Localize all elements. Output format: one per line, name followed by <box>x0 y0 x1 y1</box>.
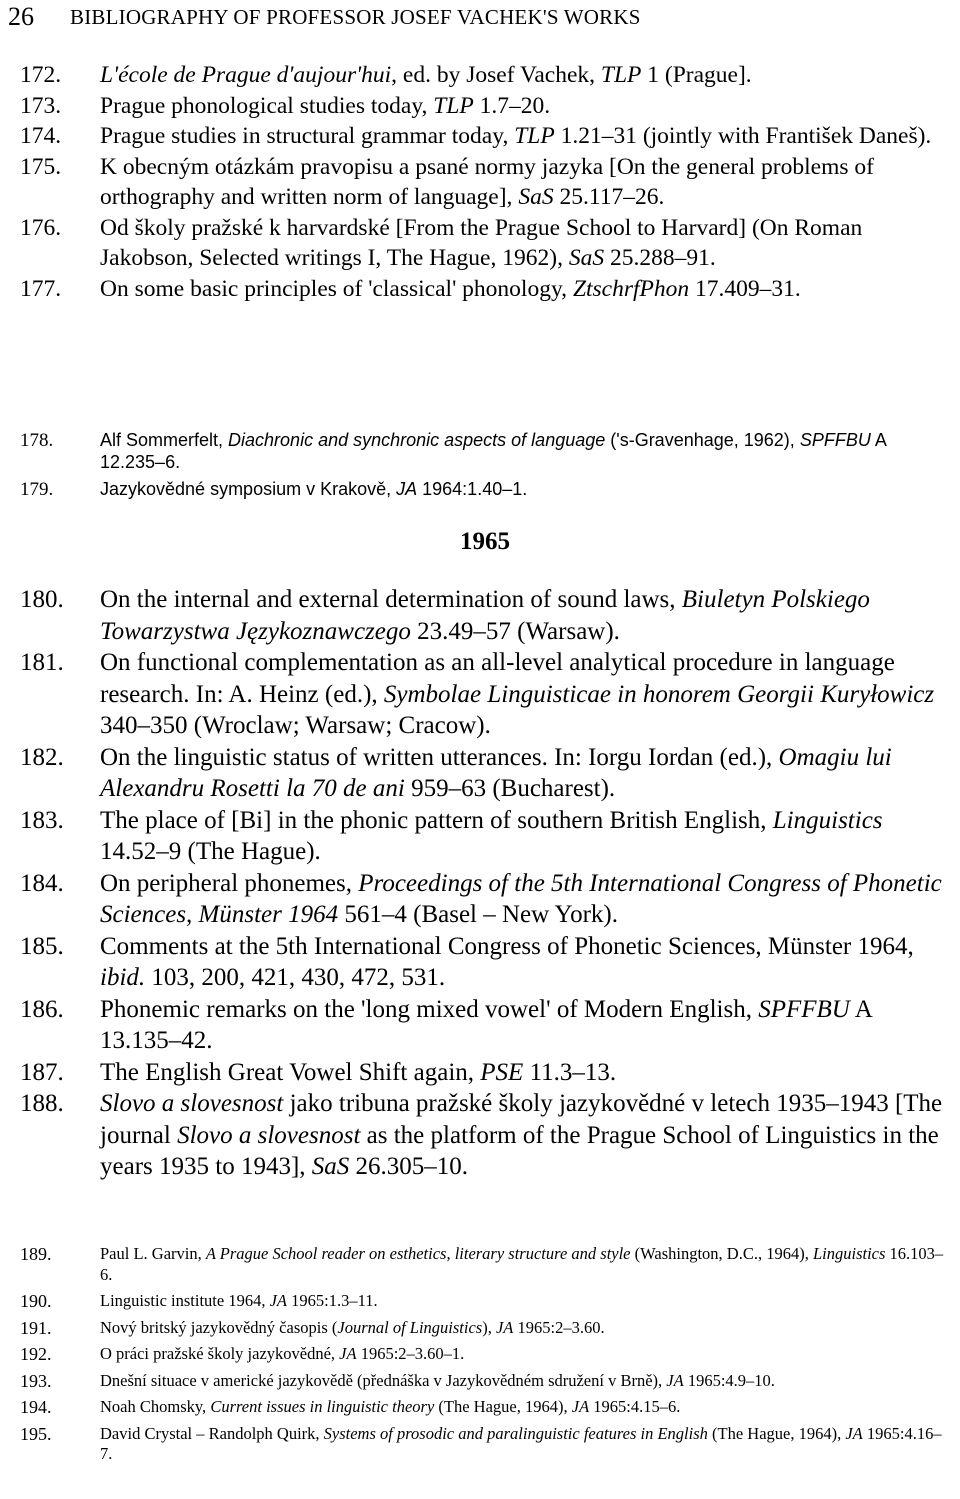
entry-195: 195. David Crystal – Randolph Quirk, Systems of prosodic and paralinguistic features in English (The Hague, 1964), JA 1965:4.16–7. <box>20 1423 942 1463</box>
entry-number: 181. <box>20 649 64 676</box>
entries-section-d <box>20 1244 950 1465</box>
entry-number: 175. <box>20 153 62 180</box>
entry-number: 177. <box>20 275 62 302</box>
entry-186: 186. Phonemic remarks on the 'long mixed vowel' of Modern English, SPFFBU A 13.135–42. <box>20 995 872 1054</box>
entry-172: 172. L'école de Prague d'aujour'hui, ed. by Josef Vachek, TLP 1 (Prague]. <box>20 60 950 91</box>
entry-194: 194. Noah Chomsky, Current issues in linguistic theory (The Hague, 1964), JA 1965:4.15–6. <box>20 1397 681 1417</box>
entries-section-b <box>20 430 950 501</box>
entries-section-c <box>20 584 950 1183</box>
page-number: 26 <box>8 2 34 31</box>
running-header <box>8 2 952 32</box>
entry-number: 190. <box>20 1291 52 1311</box>
entry-number: 195. <box>20 1423 52 1444</box>
entry-number: 187. <box>20 1058 64 1086</box>
entry-number: 176. <box>20 214 62 241</box>
entries-section-a <box>20 60 950 304</box>
entry-number: 184. <box>20 869 64 897</box>
entry-187: 187. The English Great Vowel Shift again, PSE 11.3–13. <box>20 1057 950 1089</box>
entry-193: 193. Dnešní situace v americké jazykovědě (přednáška v Jazykovědném sdružení v Brně), JA 1965:4.9–10. <box>20 1370 775 1391</box>
running-title: BIBLIOGRAPHY OF PROFESSOR JOSEF VACHEK'S WORKS <box>70 5 641 29</box>
year-heading: 1965 <box>460 528 510 555</box>
entry-173: 173. Prague phonological studies today, TLP 1.7–20. <box>20 91 950 122</box>
entry-180: 180. On the internal and external determination of sound laws, Biuletyn Polskiego Towarzystwa Językoznawczego 23.49–57 (Warsaw). <box>20 586 870 645</box>
entry-176: 176. Od školy pražské k harvardské [From the Prague School to Harvard] (On Roman Jakobson, Selected writings I, The Hague, 1962), SaS 25.288–91. <box>20 214 863 271</box>
entry-number: 185. <box>20 932 64 960</box>
entry-number: 191. <box>20 1317 52 1338</box>
entry-185: 185. Comments at the 5th International Congress of Phonetic Sciences, Münster 1964, ibid. 103, 200, 421, 430, 472, 531. <box>20 932 914 991</box>
entry-188: 188. Slovo a slovesnost jako tribuna pražské školy jazykovědné v letech 1935–1943 [The journal Slovo a slovesnost as the platform of the Prague School of Linguistics in the years 1935 to 1943], SaS 26.305–10. <box>20 1090 943 1180</box>
entry-number: 172. <box>20 62 62 88</box>
entry-182: 182. On the linguistic status of written utterances. In: Iorgu Iordan (ed.), Omagiu lui Alexandru Rosetti la 70 de ani 959–63 (Bucharest). <box>20 743 892 802</box>
entry-192: 192. O práci pražské školy jazykovědné, JA 1965:2–3.60–1. <box>20 1344 465 1364</box>
entry-number: 173. <box>20 92 62 119</box>
entry-179: 179. Jazykovědné symposium v Krakově, JA 1964:1.40–1. <box>20 479 528 500</box>
entry-number: 194. <box>20 1397 52 1417</box>
entry-number: 189. <box>20 1244 52 1264</box>
entry-number: 182. <box>20 743 64 771</box>
entry-183: 183. The place of [Bi] in the phonic pattern of southern British English, Linguistics 14.52–9 (The Hague). <box>20 806 883 865</box>
entry-number: 192. <box>20 1344 52 1364</box>
entry-184: 184. On peripheral phonemes, Proceedings of the 5th International Congress of Phonetic Sciences, Münster 1964 561–4 (Basel – New York). <box>20 869 942 928</box>
entry-177: 177. On some basic principles of 'classical' phonology, ZtschrfPhon 17.409–31. <box>20 274 950 305</box>
entry-number: 188. <box>20 1090 64 1117</box>
entry-175: 175. K obecným otázkám pravopisu a psané normy jazyka [On the general problems of orthography and written norm of language], SaS 25.117–26. <box>20 153 874 210</box>
entry-number: 193. <box>20 1370 52 1391</box>
entry-number: 179. <box>20 479 54 500</box>
entry-190: 190. Linguistic institute 1964, JA 1965:1.3–11. <box>20 1291 378 1311</box>
entry-number: 183. <box>20 806 64 834</box>
entry-191: 191. Nový britský jazykovědný časopis (Journal of Linguistics), JA 1965:2–3.60. <box>20 1317 605 1338</box>
entry-number: 186. <box>20 995 64 1023</box>
entry-178: 178. Alf Sommerfelt, Diachronic and synchronic aspects of language ('s-Gravenhage, 1962), SPFFBU A 12.235–6. <box>20 430 886 472</box>
entry-number: 180. <box>20 586 64 613</box>
entry-number: 174. <box>20 123 62 149</box>
entry-number: 178. <box>20 430 54 451</box>
entry-189: 189. Paul L. Garvin, A Prague School reader on esthetics, literary structure and style (Washington, D.C., 1964), Linguistics 16.103–6. <box>20 1244 944 1284</box>
entry-181: 181. On functional complementation as an all-level analytical procedure in language research. In: A. Heinz (ed.), Symbolae Linguisticae in honorem Georgii Kuryłowicz 340–350 (Wroclaw; Warsaw; Cracow). <box>20 649 935 739</box>
entry-174: 174. Prague studies in structural grammar today, TLP 1.21–31 (jointly with František Daneš). <box>20 121 950 152</box>
